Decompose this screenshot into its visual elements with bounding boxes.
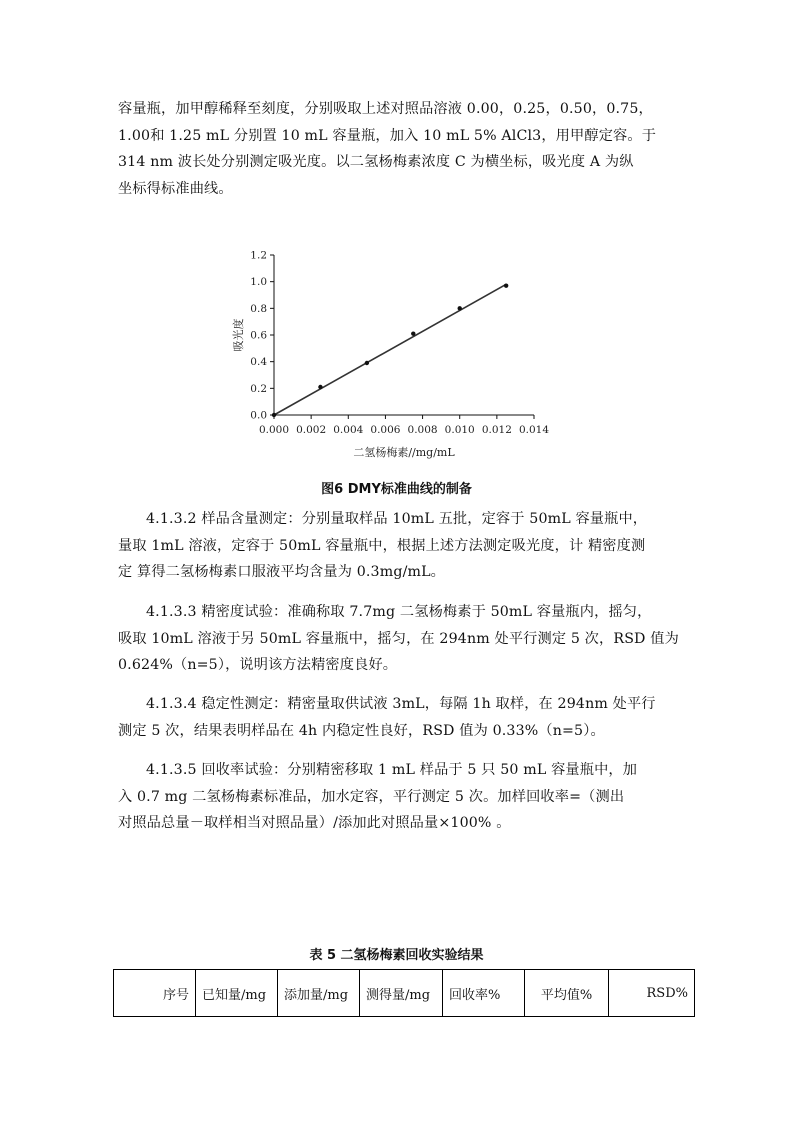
table-header-known: 已知量/mg	[196, 970, 278, 1017]
text-line: 入 0.7 mg 二氢杨梅素标准品，加水定容，平行测定 5 次。加样回收率=（测出	[118, 788, 625, 805]
y-tick-label: 0.0	[250, 409, 267, 422]
chart-marks	[272, 283, 509, 417]
text-line: 4.1.3.5 回收率试验：分别精密移取 1 mL 样品于 5 只 50 mL 容量瓶中，加	[146, 762, 638, 778]
x-tick-label: 0.004	[333, 424, 364, 436]
paragraph-recovery	[118, 757, 678, 837]
data-point	[458, 306, 462, 310]
chart-y-label: 吸光度	[232, 318, 245, 352]
table-header-measured: 测得量/mg	[360, 970, 443, 1017]
x-tick-label: 0.012	[481, 424, 512, 436]
table-header-rsd: RSD%	[609, 970, 695, 1017]
table-header-recovery: 回收率%	[443, 970, 525, 1017]
paragraph-method	[118, 96, 678, 202]
table-header-mean: 平均值%	[525, 970, 609, 1017]
table-title: 表 5 二氢杨梅素回收实验结果	[309, 948, 484, 963]
paragraph-stability	[118, 691, 678, 744]
table-header-index: 序号	[114, 970, 196, 1017]
y-tick-label: 0.6	[250, 329, 267, 342]
x-tick-label: 0.008	[407, 424, 438, 436]
text-line: 定 算得二氢杨梅素口服液平均含量为 0.3mg/mL。	[118, 564, 446, 580]
chart-x-label: 二氢杨梅素//mg/mL	[353, 446, 455, 459]
chart-ticks	[250, 250, 549, 437]
x-tick-label: 0.014	[518, 424, 550, 436]
x-tick-label: 0.006	[370, 424, 401, 436]
text-line: 314 nm 波长处分别测定吸光度。以二氢杨梅素浓度 C 为横坐标，吸光度 A 为纵	[118, 154, 634, 170]
text-line: 4.1.3.3 精密度试验：准确称取 7.7mg 二氢杨梅素于 50mL 容量瓶内，摇匀，	[146, 604, 652, 620]
standard-curve-chart	[232, 243, 562, 468]
x-tick-label: 0.010	[444, 424, 475, 436]
data-point	[318, 385, 322, 389]
text-line: 吸取 10mL 溶液于另 50mL 容量瓶中，摇匀，在 294nm 处平行测定 5 次，RSD 值为	[118, 630, 679, 647]
y-tick-label: 0.8	[250, 302, 267, 315]
text-line: 4.1.3.2 样品含量测定：分别量取样品 10mL 五批，定容于 50mL 容量瓶中，	[146, 511, 648, 527]
x-tick-label: 0.000	[258, 424, 290, 436]
fit-line	[274, 284, 506, 415]
y-tick-label: 1.0	[250, 276, 267, 289]
data-point	[272, 413, 276, 417]
table-header-added: 添加量/mg	[278, 970, 360, 1017]
text-line: 对照品总量－取样相当对照品量）/添加此对照品量×100% 。	[118, 815, 511, 831]
data-point	[365, 361, 369, 365]
y-tick-label: 0.2	[250, 382, 267, 395]
figure-caption: 图6 DMY标准曲线的制备	[321, 482, 472, 497]
text-line: 1.00和 1.25 mL 分别置 10 mL 容量瓶，加入 10 mL 5% AlCl3，用甲醇定容。于	[118, 127, 657, 144]
text-line: 坐标得标准曲线。	[118, 180, 233, 197]
data-point	[504, 283, 508, 287]
text-line: 4.1.3.4 稳定性测定：精密量取供试液 3mL，每隔 1h 取样，在 294nm 处平行	[146, 696, 656, 712]
data-point	[411, 331, 415, 335]
chart-axes	[274, 255, 534, 415]
paragraph-sample-content	[118, 506, 678, 586]
recovery-table	[113, 969, 695, 1017]
text-line: 0.624%（n=5），说明该方法精密度良好。	[118, 657, 398, 673]
text-line: 容量瓶，加甲醇稀释至刻度，分别吸取上述对照品溶液 0.00，0.25，0.50，0.75，	[118, 101, 653, 117]
text-line: 量取 1mL 溶液，定容于 50mL 容量瓶中，根据上述方法测定吸光度，计 精密度测	[118, 537, 646, 554]
x-tick-label: 0.002	[296, 424, 327, 436]
table-header-row	[114, 970, 695, 1017]
y-tick-label: 0.4	[250, 356, 267, 369]
paragraph-precision	[118, 599, 678, 679]
text-line: 测定 5 次，结果表明样品在 4h 内稳定性良好，RSD 值为 0.33%（n=5）。	[118, 722, 605, 739]
y-tick-label: 1.2	[250, 249, 267, 262]
